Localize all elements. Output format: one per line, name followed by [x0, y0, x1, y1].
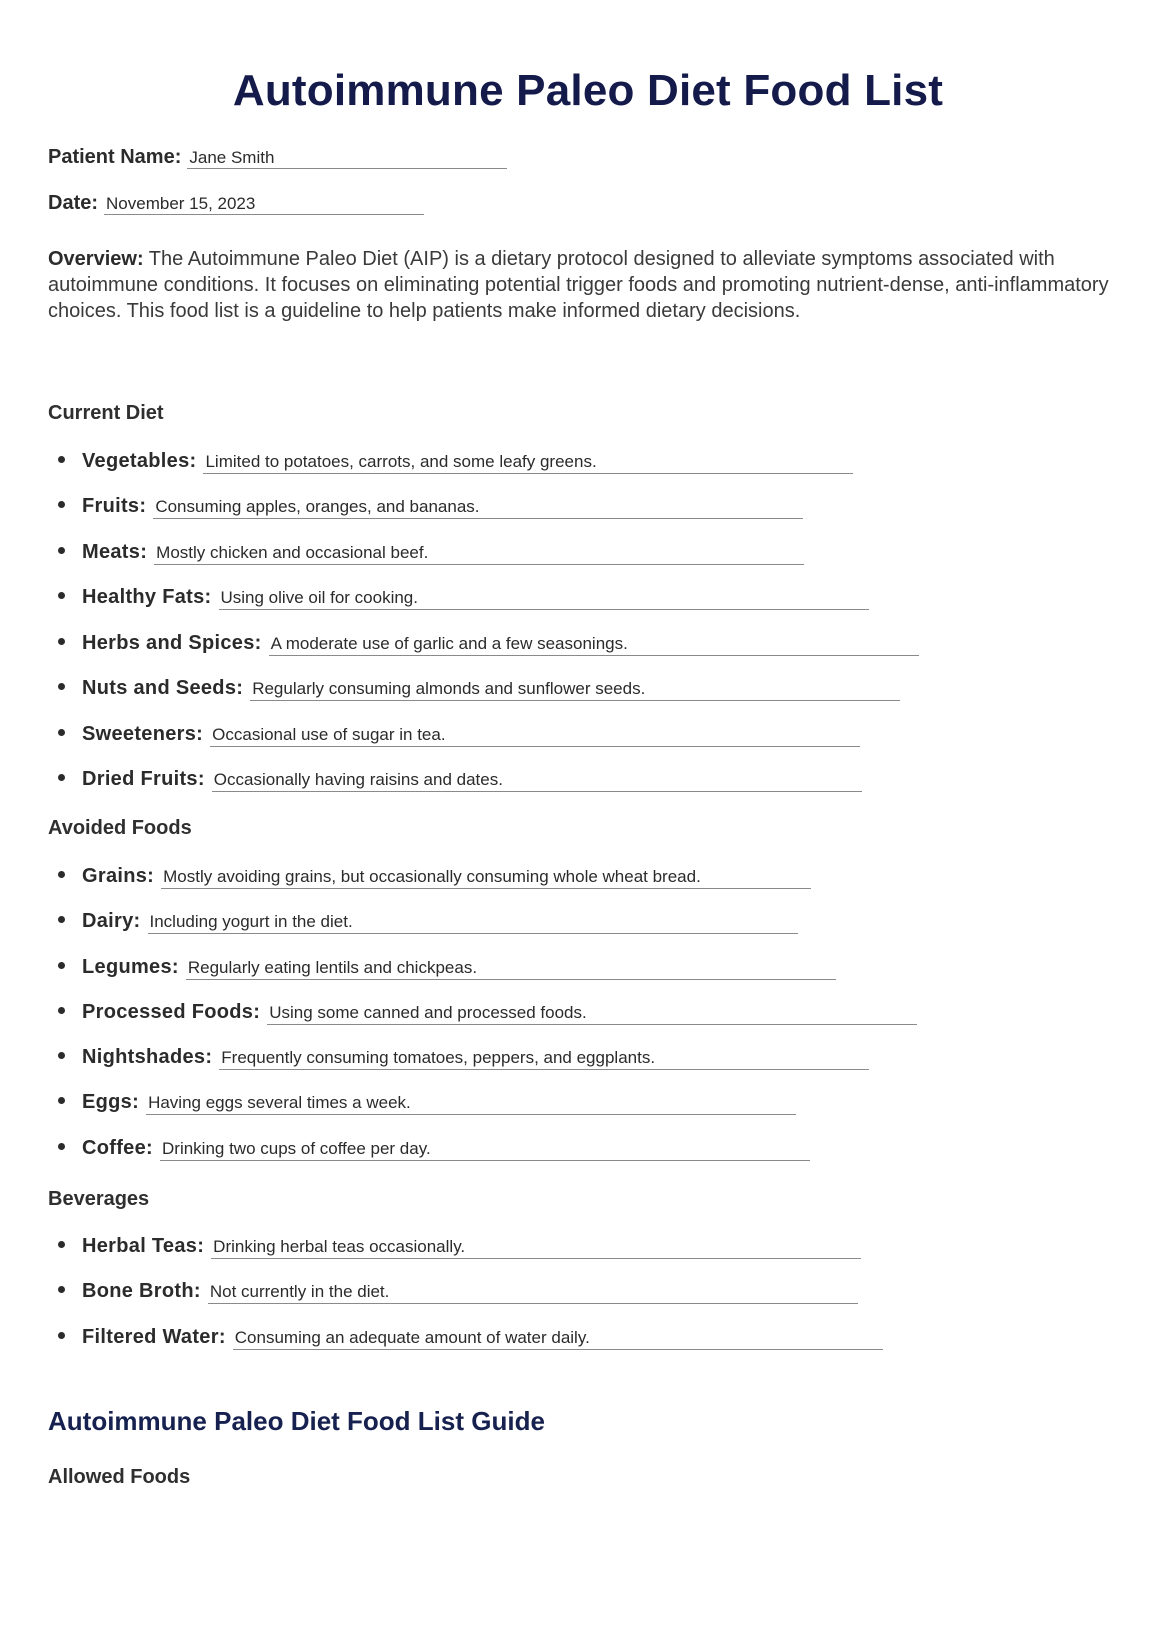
bullet-icon [58, 729, 65, 736]
bullet-icon [58, 592, 65, 599]
list-item-grains [58, 865, 811, 889]
list-item-legumes [58, 956, 836, 980]
list-item-meats [58, 541, 804, 565]
item-label: Nuts and Seeds: [82, 677, 244, 699]
list-item-fruits [58, 495, 803, 519]
bullet-icon [58, 1241, 65, 1248]
bullet-icon [58, 774, 65, 781]
list-item-bone-broth [58, 1280, 858, 1304]
bullet-icon [58, 1097, 65, 1104]
item-label: Processed Foods: [82, 1001, 261, 1023]
bullet-icon [58, 962, 65, 969]
list-item-dried-fruits [58, 768, 862, 792]
bullet-icon [58, 1007, 65, 1014]
list-item-healthy-fats [58, 586, 869, 610]
item-value-field[interactable]: Occasional use of sugar in tea. [210, 724, 860, 747]
item-value-field[interactable]: Regularly eating lentils and chickpeas. [186, 957, 836, 980]
item-value-field[interactable]: Consuming an adequate amount of water daily. [233, 1327, 883, 1350]
bullet-icon [58, 456, 65, 463]
overview-paragraph [48, 246, 1138, 324]
bullet-icon [58, 916, 65, 923]
list-item-dairy [58, 910, 798, 934]
item-label: Herbal Teas: [82, 1235, 205, 1257]
item-value-field[interactable]: Having eggs several times a week. [146, 1092, 796, 1115]
bullet-icon [58, 1052, 65, 1059]
item-label: Grains: [82, 865, 155, 887]
section-heading-beverages: Beverages [48, 1188, 150, 1210]
patient-name-label: Patient Name: [48, 146, 182, 168]
item-value-field[interactable]: Mostly avoiding grains, but occasionally consuming whole wheat bread. [161, 866, 811, 889]
item-label: Coffee: [82, 1137, 153, 1159]
item-value-field[interactable]: Using some canned and processed foods. [267, 1002, 917, 1025]
item-value-field[interactable]: Using olive oil for cooking. [219, 587, 869, 610]
overview-text: The Autoimmune Paleo Diet (AIP) is a dietary protocol designed to alleviate symptoms associated with autoimmune conditions. It focuses on eliminating potential trigger foods and promoting nutrient-dense, anti-inflammatory choices. This food list is a guideline to help patients make informed dietary decisions. [48, 248, 1109, 322]
guide-heading: Autoimmune Paleo Diet Food List Guide [48, 1406, 545, 1436]
list-item-nuts-and-seeds [58, 677, 900, 701]
bullet-icon [58, 1143, 65, 1150]
bullet-icon [58, 501, 65, 508]
item-label: Eggs: [82, 1091, 140, 1113]
item-label: Dairy: [82, 910, 141, 932]
list-item-eggs [58, 1091, 796, 1115]
item-label: Dried Fruits: [82, 768, 205, 790]
section-heading-avoided-foods: Avoided Foods [48, 817, 192, 839]
bullet-icon [58, 547, 65, 554]
date-label: Date: [48, 192, 99, 214]
item-label: Filtered Water: [82, 1326, 226, 1348]
patient-name-field[interactable]: Jane Smith [187, 148, 507, 169]
item-label: Sweeteners: [82, 723, 204, 745]
item-label: Herbs and Spices: [82, 632, 262, 654]
date-field[interactable]: November 15, 2023 [104, 194, 424, 215]
bullet-icon [58, 683, 65, 690]
item-value-field[interactable]: Consuming apples, oranges, and bananas. [153, 496, 803, 519]
list-item-herbal-teas [58, 1235, 861, 1259]
section-heading-current-diet: Current Diet [48, 402, 164, 424]
section-heading-allowed-foods: Allowed Foods [48, 1466, 191, 1488]
bullet-icon [58, 1286, 65, 1293]
list-item-processed-foods [58, 1001, 917, 1025]
item-value-field[interactable]: Including yogurt in the diet. [148, 911, 798, 934]
item-label: Bone Broth: [82, 1280, 201, 1302]
item-label: Nightshades: [82, 1046, 213, 1068]
bullet-icon [58, 638, 65, 645]
item-label: Meats: [82, 541, 148, 563]
item-value-field[interactable]: Drinking two cups of coffee per day. [160, 1138, 810, 1161]
bullet-icon [58, 1332, 65, 1339]
item-value-field[interactable]: Regularly consuming almonds and sunflower seeds. [250, 678, 900, 701]
item-value-field[interactable]: Drinking herbal teas occasionally. [211, 1236, 861, 1259]
item-label: Healthy Fats: [82, 586, 212, 608]
list-item-coffee [58, 1137, 810, 1161]
item-value-field[interactable]: Frequently consuming tomatoes, peppers, and eggplants. [219, 1047, 869, 1070]
patient-name-row [48, 146, 507, 169]
item-label: Vegetables: [82, 450, 197, 472]
item-label: Fruits: [82, 495, 147, 517]
list-item-filtered-water [58, 1326, 883, 1350]
list-item-sweeteners [58, 723, 860, 747]
item-label: Legumes: [82, 956, 179, 978]
bullet-icon [58, 871, 65, 878]
list-item-herbs-and-spices [58, 632, 919, 656]
item-value-field[interactable]: Mostly chicken and occasional beef. [154, 542, 804, 565]
item-value-field[interactable]: A moderate use of garlic and a few seasonings. [269, 633, 919, 656]
item-value-field[interactable]: Limited to potatoes, carrots, and some leafy greens. [203, 451, 853, 474]
item-value-field[interactable]: Not currently in the diet. [208, 1281, 858, 1304]
item-value-field[interactable]: Occasionally having raisins and dates. [212, 769, 862, 792]
overview-label: Overview: [48, 248, 144, 270]
list-item-nightshades [58, 1046, 869, 1070]
list-item-vegetables [58, 450, 853, 474]
date-row [48, 192, 424, 215]
document-title: Autoimmune Paleo Diet Food List [232, 66, 944, 115]
